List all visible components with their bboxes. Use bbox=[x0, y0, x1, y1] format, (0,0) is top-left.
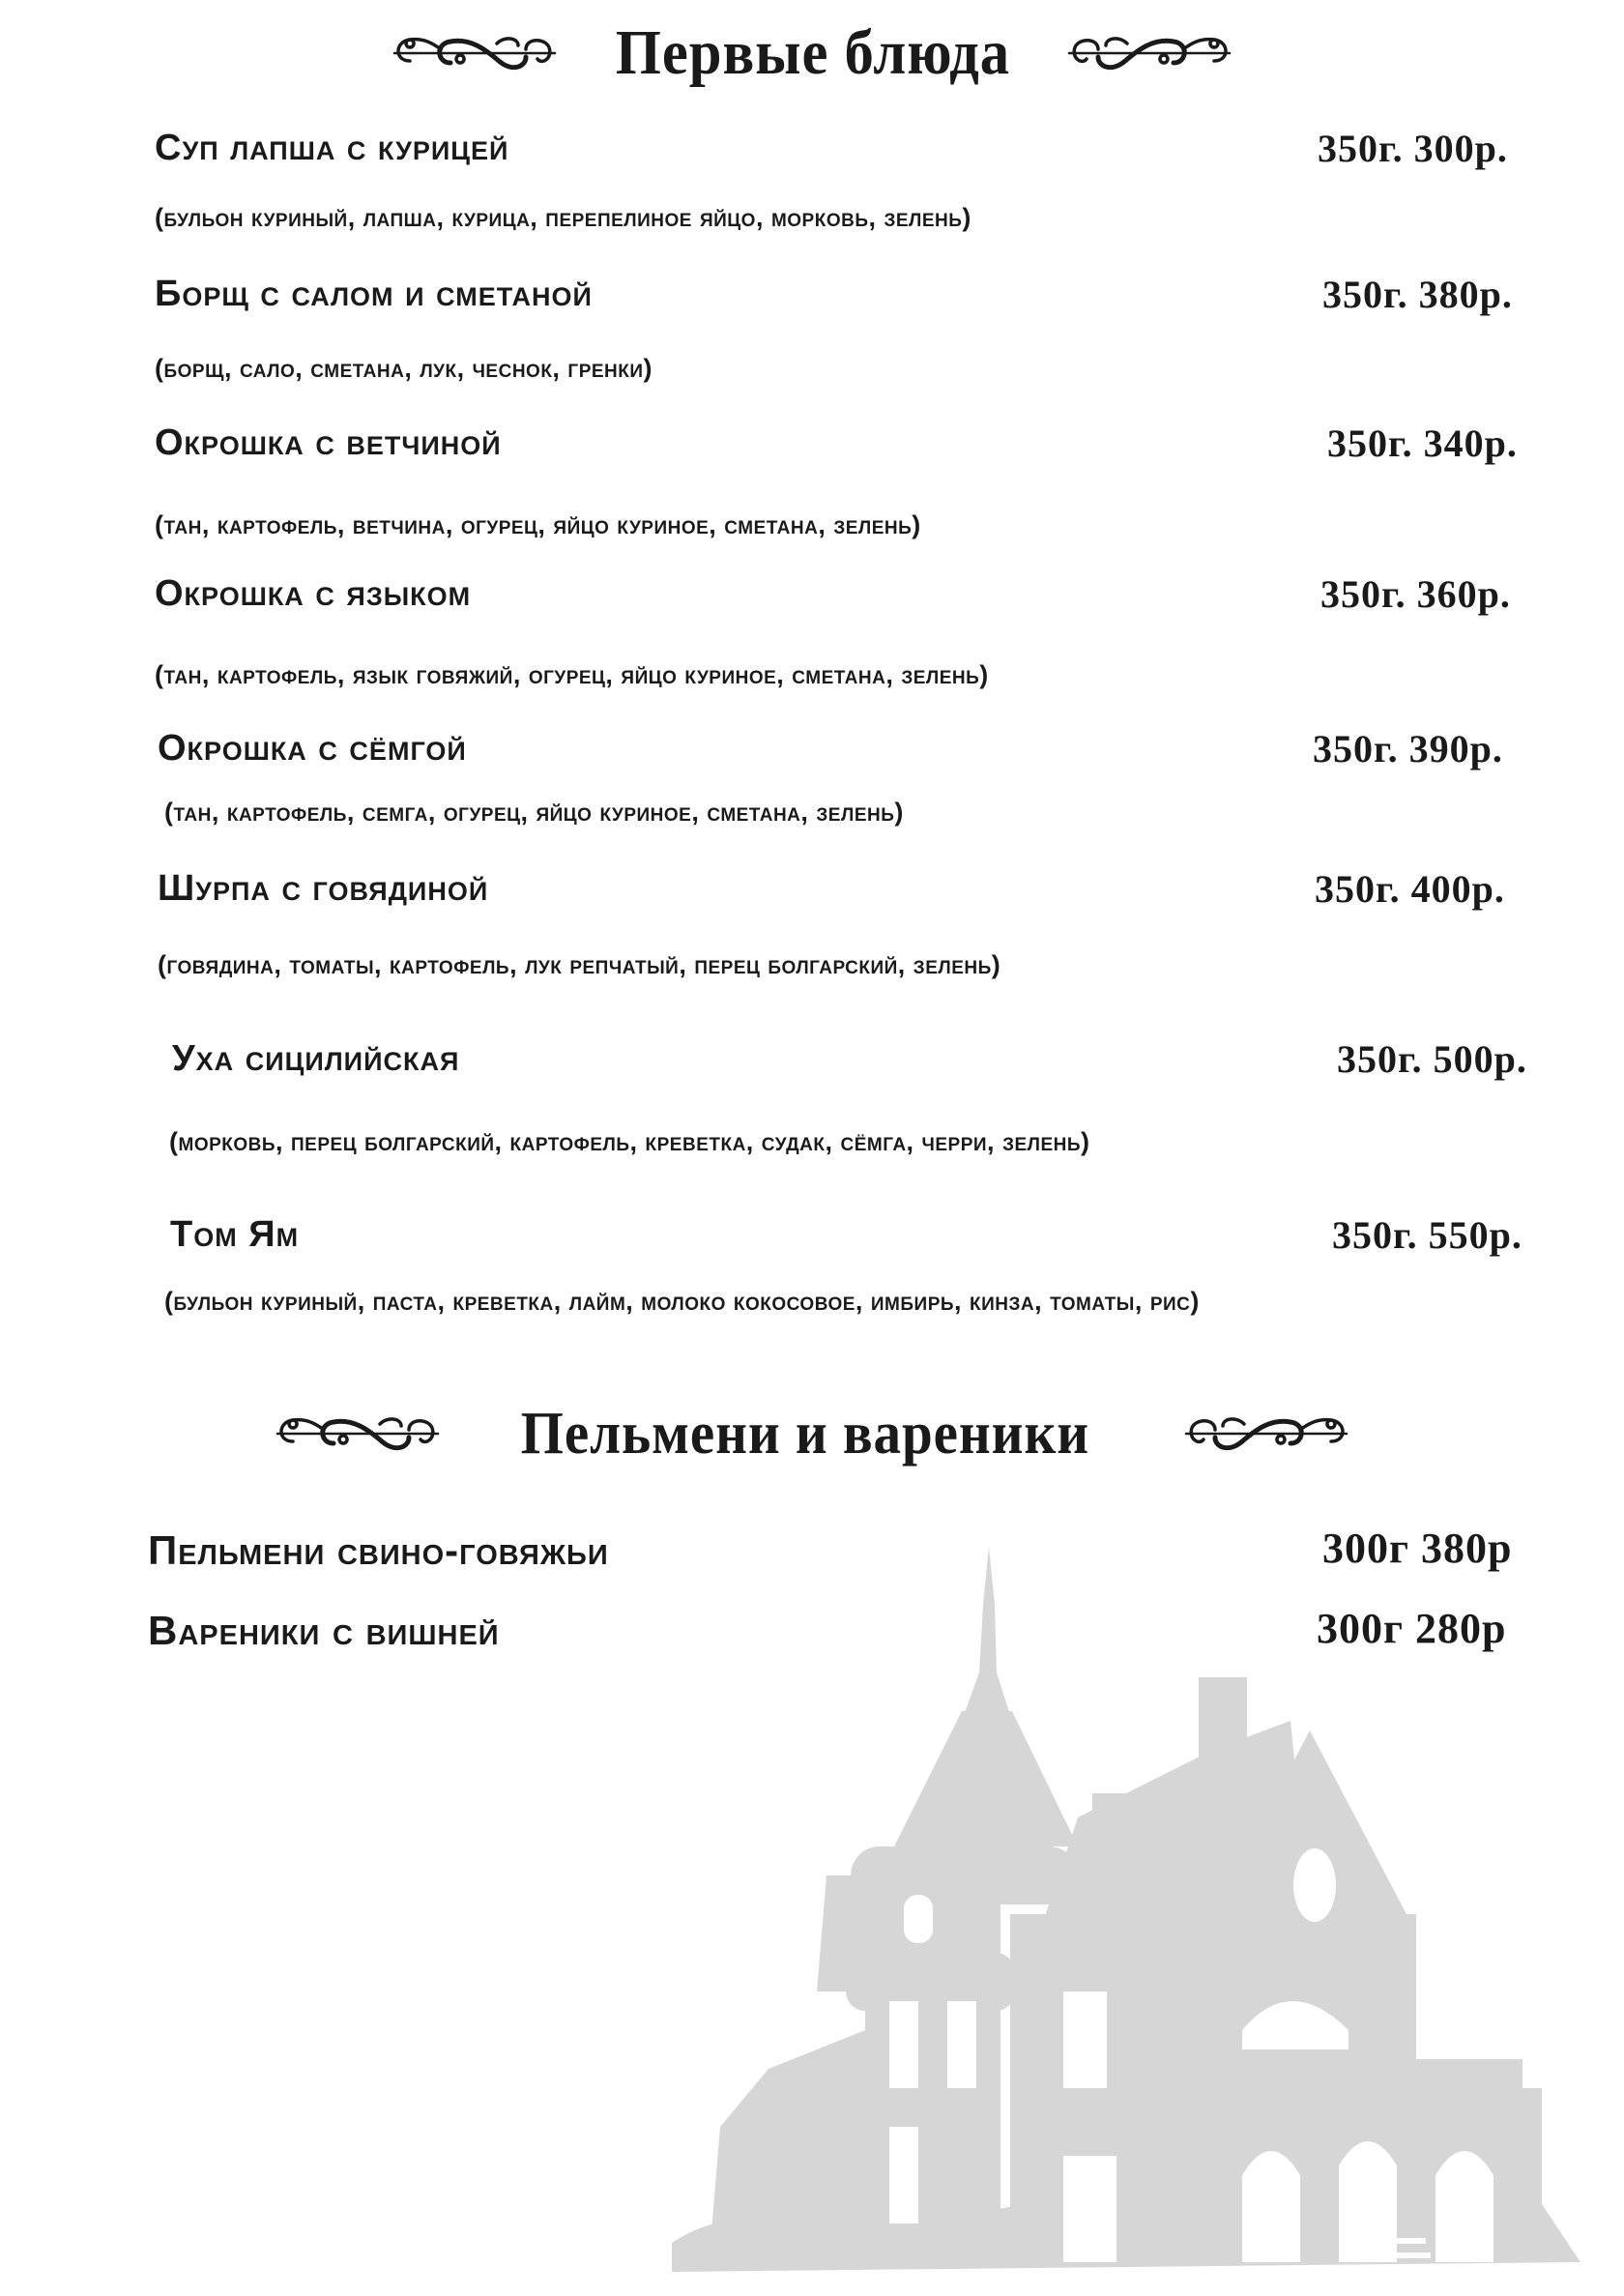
flourish-ornament-icon bbox=[1181, 1410, 1350, 1457]
dish-name: Пельмени свино-говяжьи bbox=[148, 1527, 609, 1573]
dish-name: Уха сицилийская bbox=[172, 1038, 460, 1079]
flourish-ornament-icon bbox=[274, 1410, 443, 1457]
dish-name: Вареники с вишней bbox=[148, 1608, 500, 1653]
dish-description: (борщ, сало, сметана, лук, чеснок, гренки) bbox=[155, 354, 653, 383]
dish-name: Окрошка с ветчиной bbox=[155, 422, 502, 463]
section-title: Пельмени и вареники bbox=[520, 1400, 1089, 1467]
dish-price: 300г 280р bbox=[1317, 1605, 1507, 1652]
dish-price: 350г. 380р. bbox=[1322, 273, 1513, 316]
section-title: Первые блюда bbox=[615, 17, 1011, 88]
dish-name: Том Ям bbox=[170, 1214, 300, 1255]
flourish-ornament-icon bbox=[1064, 30, 1233, 76]
dish-price: 350г. 340р. bbox=[1327, 421, 1518, 465]
dish-name: Суп лапша с курицей bbox=[155, 128, 509, 168]
dish-description: (тан, картофель, ветчина, огурец, яйцо куриное, сметана, зелень) bbox=[155, 510, 921, 539]
dish-description: (морковь, перец болгарский, картофель, креветка, судак, сёмга, черри, зелень) bbox=[169, 1127, 1090, 1156]
dish-description: (тан, картофель, язык говяжий, огурец, яйцо куриное, сметана, зелень) bbox=[155, 660, 989, 689]
section-header-dumplings bbox=[0, 1402, 1624, 1466]
dish-name: Борщ с салом и сметаной bbox=[155, 274, 593, 314]
dish-price: 350г. 300р. bbox=[1318, 127, 1508, 170]
dish-price: 350г. 390р. bbox=[1313, 727, 1503, 770]
dish-description: (говядина, томаты, картофель, лук репчатый, перец болгарский, зелень) bbox=[158, 950, 1001, 979]
dish-price: 300г 380р bbox=[1322, 1525, 1513, 1572]
dish-price: 350г. 550р. bbox=[1332, 1213, 1522, 1257]
flourish-ornament-icon bbox=[391, 30, 560, 76]
section-header-first-courses bbox=[0, 17, 1624, 88]
dish-description: (бульон куриный, паста, креветка, лайм, молоко кокосовое, имбирь, кинза, томаты, рис) bbox=[164, 1287, 1200, 1316]
dish-price: 350г. 500р. bbox=[1337, 1037, 1527, 1081]
dish-name: Окрошка с сёмгой bbox=[158, 728, 467, 769]
dish-description: (тан, картофель, семга, огурец, яйцо куриное, сметана, зелень) bbox=[164, 798, 904, 827]
dish-price: 350г. 360р. bbox=[1320, 572, 1511, 616]
dish-name: Окрошка с языком bbox=[155, 573, 472, 614]
dish-price: 350г. 400р. bbox=[1315, 867, 1505, 911]
dish-description: (бульон куриный, лапша, курица, перепелиное яйцо, морковь, зелень) bbox=[155, 203, 972, 232]
dish-name: Шурпа с говядиной bbox=[158, 868, 489, 909]
